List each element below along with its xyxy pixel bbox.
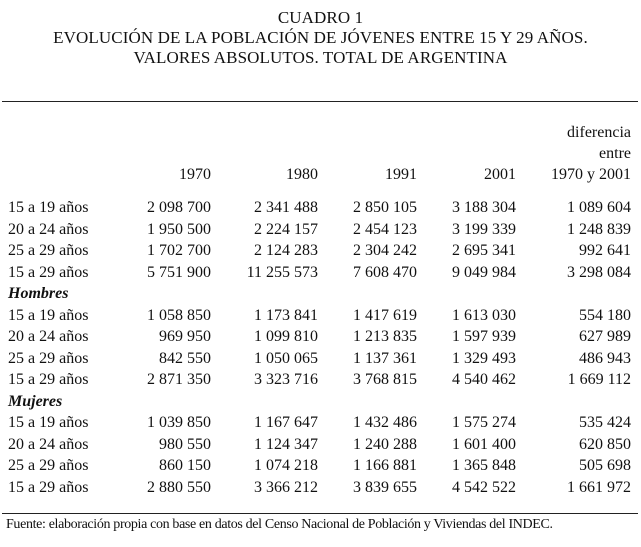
table-cell: 486 943 <box>579 349 631 367</box>
table-cell: 11 255 573 <box>246 263 318 281</box>
section-heading-row <box>8 391 631 413</box>
row-label: 15 a 19 años <box>8 306 89 324</box>
table-cell: 3 199 339 <box>452 220 516 238</box>
table-row <box>8 326 631 348</box>
table-cell: 2 224 157 <box>254 220 318 238</box>
table-cell: 1 137 361 <box>353 349 417 367</box>
section-heading: Mujeres <box>8 392 63 410</box>
table-cell: 1 702 700 <box>147 242 211 259</box>
table-cell: 627 989 <box>579 328 631 345</box>
row-label: 15 a 19 años <box>8 414 89 431</box>
table-cell: 2 124 283 <box>254 242 318 259</box>
row-label: 20 a 24 años <box>8 328 89 345</box>
table-cell: 2 341 488 <box>254 199 318 216</box>
table-cell: 842 550 <box>159 349 211 367</box>
row-label: 20 a 24 años <box>8 435 89 453</box>
table-cell: 1 213 835 <box>353 328 417 345</box>
table-cell: 1 575 274 <box>452 414 516 431</box>
table-cell: 7 608 470 <box>353 263 417 281</box>
table-cell: 1 329 493 <box>452 349 516 367</box>
table-subtitle: VALORES ABSOLUTOS. TOTAL DE ARGENTINA <box>133 48 508 67</box>
table-row <box>8 305 631 327</box>
header-1980: 1980 <box>286 166 318 183</box>
table-cell: 1 597 939 <box>452 328 516 345</box>
table-row <box>8 240 631 262</box>
table-cell: 1 166 881 <box>353 457 417 474</box>
table-cell: 1 089 604 <box>567 199 631 216</box>
row-label: 15 a 29 años <box>8 371 89 388</box>
table-cell: 9 049 984 <box>452 263 516 281</box>
table-row <box>8 197 631 219</box>
row-label: 25 a 29 años <box>8 242 89 259</box>
table-cell: 1 613 030 <box>452 306 516 324</box>
table-cell: 1 039 850 <box>147 414 211 431</box>
table-cell: 1 074 218 <box>254 457 318 474</box>
table-cell: 1 601 400 <box>452 435 516 453</box>
table-row <box>8 219 631 241</box>
table-cell: 2 871 350 <box>147 371 211 388</box>
table-cell: 969 950 <box>159 328 211 345</box>
table-row <box>8 369 631 391</box>
table-row <box>8 477 631 499</box>
spacer-row <box>8 185 631 197</box>
table-row <box>8 262 631 284</box>
table-cell: 2 695 341 <box>452 242 516 259</box>
table-cell: 4 542 522 <box>452 478 516 496</box>
row-label: 25 a 29 años <box>8 349 89 367</box>
table-cell: 2 098 700 <box>147 199 211 216</box>
table-cell: 1 432 486 <box>353 414 417 431</box>
section-heading: Hombres <box>8 285 69 302</box>
table-cell: 3 366 212 <box>254 478 318 496</box>
header-row <box>8 121 631 185</box>
table-number: CUADRO 1 <box>277 8 364 27</box>
table-cell: 5 751 900 <box>147 263 211 281</box>
top-rule <box>2 101 638 102</box>
table-cell: 1 124 347 <box>254 435 318 453</box>
table-cell: 1 661 972 <box>567 478 631 496</box>
row-label: 15 a 29 años <box>8 263 89 281</box>
table-cell: 2 304 242 <box>353 242 417 259</box>
table-body <box>8 185 631 498</box>
table-cell: 1 173 841 <box>254 306 318 324</box>
header-blank <box>8 121 126 185</box>
source-note: Fuente: elaboración propia con base en datos del Censo Nacional de Población y Viviendas del INDEC. <box>6 517 553 532</box>
row-label: 15 a 19 años <box>8 199 89 216</box>
table-cell: 860 150 <box>159 457 211 474</box>
table-cell: 2 454 123 <box>353 220 417 238</box>
table-cell: 1 365 848 <box>452 457 516 474</box>
header-1991: 1991 <box>385 166 417 183</box>
table-cell: 3 323 716 <box>254 371 318 388</box>
table-cell: 1 167 647 <box>254 414 318 431</box>
table-cell: 3 839 655 <box>353 478 417 496</box>
section-heading-row <box>8 283 631 305</box>
table-cell: 4 540 462 <box>452 371 516 388</box>
population-table <box>8 121 631 498</box>
table-cell: 1 240 288 <box>353 435 417 453</box>
table-cell: 1 417 619 <box>353 306 417 324</box>
table-cell: 1 248 839 <box>567 220 631 238</box>
table-cell: 1 669 112 <box>567 371 631 388</box>
row-label: 15 a 29 años <box>8 478 89 496</box>
table-cell: 2 850 105 <box>353 199 417 216</box>
header-2001: 2001 <box>484 166 516 183</box>
table-cell: 3 188 304 <box>452 199 516 216</box>
table-row <box>8 412 631 434</box>
table-cell: 980 550 <box>159 435 211 453</box>
table-cell: 3 768 815 <box>353 371 417 388</box>
table-cell: 505 698 <box>579 457 631 474</box>
table-caption <box>0 8 641 68</box>
table-cell: 1 950 500 <box>147 220 211 238</box>
table-row <box>8 434 631 456</box>
table-cell: 535 424 <box>579 414 631 431</box>
table-cell: 3 298 084 <box>567 263 631 281</box>
row-label: 20 a 24 años <box>8 220 89 238</box>
table-cell: 554 180 <box>579 306 631 324</box>
table-cell: 2 880 550 <box>147 478 211 496</box>
bottom-rule <box>2 513 638 514</box>
table-cell: 620 850 <box>579 435 631 453</box>
table-cell: 992 641 <box>579 242 631 259</box>
table-cell: 1 099 810 <box>254 328 318 345</box>
table-cell: 1 050 065 <box>254 349 318 367</box>
row-label: 25 a 29 años <box>8 457 89 474</box>
table-cell: 1 058 850 <box>147 306 211 324</box>
table-row <box>8 348 631 370</box>
header-1970: 1970 <box>179 166 211 183</box>
header-difference: diferencia entre 1970 y 2001 <box>551 124 631 183</box>
table-title: EVOLUCIÓN DE LA POBLACIÓN DE JÓVENES ENTRE 15 Y 29 AÑOS. <box>53 28 588 47</box>
table-row <box>8 455 631 477</box>
